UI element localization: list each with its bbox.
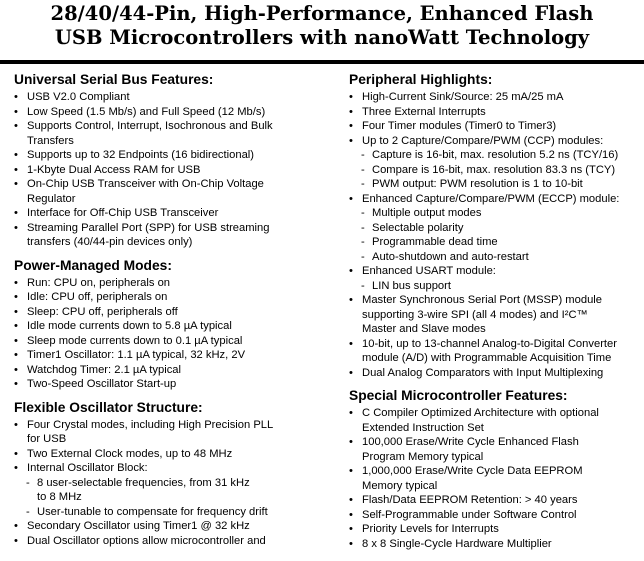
bullet-continuation: for USB [27,433,67,445]
bullet-item: • Master Synchronous Serial Port (MSSP) module [349,293,644,308]
right-column [349,70,644,551]
bullet-continuation: Transfers [27,134,74,147]
bullet-item: • Interface for Off-Chip USB Transceiver [14,206,336,221]
sub-bullet-item: - Multiple output modes [349,206,644,221]
sub-bullet-item: - User-tunable to compensate for frequency drift [14,505,336,520]
bullet-continuation: supporting 3-wire SPI (all 4 modes) and I²C™ [362,308,588,321]
sub-bullet-item: - 8 user-selectable frequencies, from 31 kHz [14,476,336,491]
section-heading-special-microcontroller-features: Special Microcontroller Features: [349,388,568,403]
bullet-continuation: Program Memory typical [362,450,484,463]
bullet-item: • Two External Clock modes, up to 48 MHz [14,447,336,462]
section-heading-universal-serial-bus-features: Universal Serial Bus Features: [14,72,214,87]
bullet-item: • Enhanced Capture/Compare/PWM (ECCP) module: [349,192,644,207]
bullet-item: • Watchdog Timer: 2.1 µA typical [14,363,336,378]
bullet-continuation: to 8 MHz [37,491,82,503]
bullet-item: • Three External Interrupts [349,105,644,120]
bullet-item: • High-Current Sink/Source: 25 mA/25 mA [349,90,644,105]
feature-list [14,418,336,549]
bullet-item: • Idle mode currents down to 5.8 µA typical [14,319,336,334]
bullet-item: • Two-Speed Oscillator Start-up [14,377,336,392]
feature-list [14,276,336,392]
section-heading-peripheral-highlights: Peripheral Highlights: [349,72,493,87]
bullet-item: • Flash/Data EEPROM Retention: > 40 years [349,493,644,508]
bullet-continuation: module (A/D) with Programmable Acquisition Time [362,352,612,364]
bullet-continuation: Regulator [27,192,76,205]
section-heading-flexible-oscillator-structure: Flexible Oscillator Structure: [14,399,203,415]
bullet-item: • Sleep mode currents down to 0.1 µA typical [14,334,336,349]
bullet-continuation: Memory typical [362,479,438,492]
bullet-item: • C Compiler Optimized Architecture with optional [349,406,644,421]
bullet-item: • Timer1 Oscillator: 1.1 µA typical, 32 kHz, 2V [14,348,336,363]
document-title-line-2: USB Microcontrollers with nanoWatt Technology [54,26,590,49]
bullet-item: • 100,000 Erase/Write Cycle Enhanced Flash [349,435,644,450]
sub-bullet-item: - Selectable polarity [349,221,644,236]
title-divider [0,60,644,64]
sub-bullet-item: - Programmable dead time [349,235,644,250]
sub-bullet-item: - Capture is 16-bit, max. resolution 5.2 ns (TCY/16) [349,148,644,163]
bullet-item: • Dual Oscillator options allow microcontroller and [14,534,336,549]
bullet-item: • On-Chip USB Transceiver with On-Chip Voltage [14,177,336,192]
feature-list [349,406,644,551]
section-heading-power-managed-modes: Power-Managed Modes: [14,257,172,273]
sub-bullet-item: - LIN bus support [349,279,644,294]
bullet-continuation: transfers (40/44-pin devices only) [27,236,193,248]
bullet-continuation: Master and Slave modes [362,323,486,335]
bullet-item: • Sleep: CPU off, peripherals off [14,305,336,320]
bullet-item: • Secondary Oscillator using Timer1 @ 32 kHz [14,519,336,534]
bullet-item: • Supports up to 32 Endpoints (16 bidirectional) [14,148,336,163]
bullet-item: • USB V2.0 Compliant [14,90,336,105]
bullet-item: • Dual Analog Comparators with Input Multiplexing [349,366,644,381]
feature-list [14,90,336,250]
bullet-item: • 10-bit, up to 13-channel Analog-to-Digital Converter [349,337,644,352]
bullet-item: • 1,000,000 Erase/Write Cycle Data EEPROM [349,464,644,479]
bullet-item: • Up to 2 Capture/Compare/PWM (CCP) modules: [349,134,644,149]
bullet-item: • 8 x 8 Single-Cycle Hardware Multiplier [349,537,644,552]
sub-bullet-item: - Compare is 16-bit, max. resolution 83.3 ns (TCY) [349,163,644,178]
bullet-item: • Self-Programmable under Software Control [349,508,644,523]
bullet-item: • Run: CPU on, peripherals on [14,276,336,291]
bullet-item: • Enhanced USART module: [349,264,644,279]
bullet-item: • Low Speed (1.5 Mb/s) and Full Speed (12 Mb/s) [14,105,336,120]
bullet-item: • Streaming Parallel Port (SPP) for USB streaming [14,221,336,236]
bullet-item: • Priority Levels for Interrupts [349,522,644,537]
left-column [14,70,336,548]
bullet-item: • Internal Oscillator Block: [14,461,336,476]
feature-list [349,90,644,380]
sub-bullet-item: - PWM output: PWM resolution is 1 to 10-bit [349,177,644,192]
bullet-item: • Four Timer modules (Timer0 to Timer3) [349,119,644,134]
bullet-item: • 1-Kbyte Dual Access RAM for USB [14,163,336,178]
bullet-continuation: Extended Instruction Set [362,421,484,434]
bullet-item: • Four Crystal modes, including High Precision PLL [14,418,336,433]
document-title-line-1: 28/40/44-Pin, High-Performance, Enhanced Flash [50,2,594,25]
bullet-item: • Supports Control, Interrupt, Isochronous and Bulk [14,119,336,134]
sub-bullet-item: - Auto-shutdown and auto-restart [349,250,644,265]
bullet-item: • Idle: CPU off, peripherals on [14,290,336,305]
